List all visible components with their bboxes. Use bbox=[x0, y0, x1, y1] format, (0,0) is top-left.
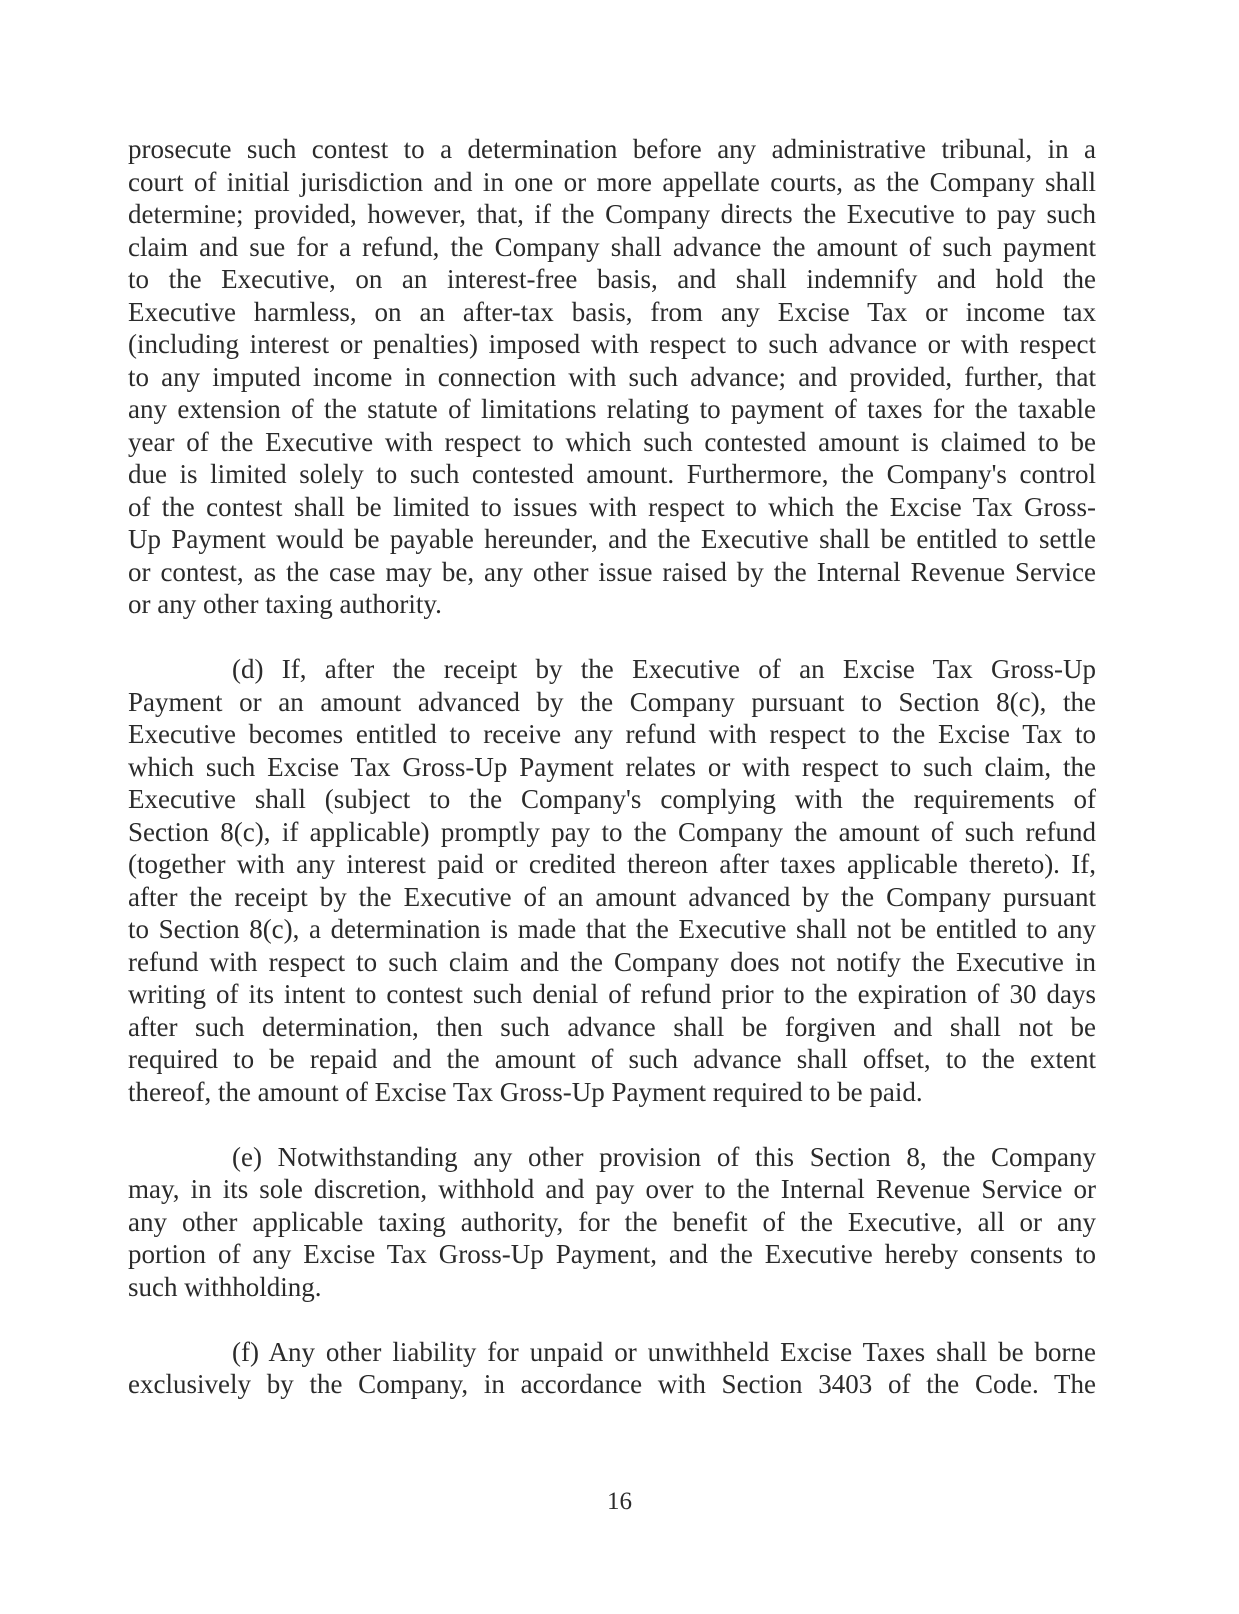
text-line: (d) If, after the receipt by the Executive of an Excise Tax Gross-Up bbox=[232, 654, 1096, 684]
text-line: determine; provided, however, that, if the Company directs the Executive to pay such bbox=[128, 199, 1096, 229]
text-line: Up Payment would be payable hereunder, and the Executive shall be entitled to settle bbox=[128, 524, 1096, 554]
page-number: 16 bbox=[607, 1488, 632, 1515]
text-line: any extension of the statute of limitations relating to payment of taxes for the taxable bbox=[128, 394, 1096, 424]
text-line: after the receipt by the Executive of an amount advanced by the Company pursuant bbox=[128, 881, 1096, 912]
text-line: portion of any Excise Tax Gross-Up Payment, and the Executive hereby consents to bbox=[128, 1239, 1096, 1269]
text-line: year of the Executive with respect to which such contested amount is claimed to be bbox=[128, 426, 1096, 457]
text-line: Executive becomes entitled to receive any refund with respect to the Excise Tax to bbox=[128, 719, 1096, 749]
text-line: to any imputed income in connection with such advance; and provided, further, that bbox=[128, 361, 1096, 392]
text-line: (e) Notwithstanding any other provision of this Section 8, the Company bbox=[232, 1141, 1096, 1172]
text-line: (f) Any other liability for unpaid or unwithheld Excise Taxes shall be borne bbox=[232, 1336, 1096, 1367]
text-line: after such determination, then such advance shall be forgiven and shall not be bbox=[128, 1011, 1096, 1042]
text-line: of the contest shall be limited to issues with respect to which the Excise Tax Gross- bbox=[128, 491, 1096, 522]
text-line: (including interest or penalties) imposed with respect to such advance or with respect bbox=[128, 329, 1096, 359]
text-line: exclusively by the Company, in accordance with Section 3403 of the Code. The bbox=[128, 1369, 1096, 1399]
text-line: to the Executive, on an interest-free basis, and shall indemnify and hold the bbox=[128, 264, 1096, 294]
text-line: any other applicable taxing authority, for the benefit of the Executive, all or any bbox=[128, 1206, 1096, 1237]
text-line: or contest, as the case may be, any other issue raised by the Internal Revenue Service bbox=[128, 556, 1096, 587]
paragraph-d bbox=[128, 653, 1096, 1108]
text-line: (together with any interest paid or credited thereon after taxes applicable thereto). If, bbox=[128, 849, 1096, 879]
paragraph-f bbox=[128, 1336, 1096, 1401]
text-line: refund with respect to such claim and the Company does not notify the Executive in bbox=[128, 946, 1096, 977]
text-line: court of initial jurisdiction and in one or more appellate courts, as the Company shall bbox=[128, 166, 1096, 197]
text-line: Executive harmless, on an after-tax basis, from any Excise Tax or income tax bbox=[128, 296, 1096, 327]
text-line: prosecute such contest to a determination before any administrative tribunal, in a bbox=[128, 134, 1096, 164]
text-line: or any other taxing authority. bbox=[128, 589, 442, 619]
text-line: due is limited solely to such contested amount. Furthermore, the Company's control bbox=[128, 459, 1096, 489]
text-line: Section 8(c), if applicable) promptly pay to the Company the amount of such refund bbox=[128, 816, 1096, 847]
text-line: writing of its intent to contest such denial of refund prior to the expiration of 30 days bbox=[128, 979, 1096, 1009]
text-line: which such Excise Tax Gross-Up Payment relates or with respect to such claim, the bbox=[128, 751, 1096, 782]
document-page bbox=[128, 133, 1096, 1433]
paragraph-e bbox=[128, 1141, 1096, 1304]
text-line: such withholding. bbox=[128, 1271, 322, 1302]
paragraph-c-cont bbox=[128, 133, 1096, 621]
text-line: required to be repaid and the amount of such advance shall offset, to the extent bbox=[128, 1044, 1096, 1074]
text-line: claim and sue for a refund, the Company shall advance the amount of such payment bbox=[128, 231, 1096, 262]
text-line: may, in its sole discretion, withhold and pay over to the Internal Revenue Service or bbox=[128, 1174, 1096, 1204]
text-line: Executive shall (subject to the Company's complying with the requirements of bbox=[128, 784, 1096, 814]
text-line: thereof, the amount of Excise Tax Gross-Up Payment required to be paid. bbox=[128, 1076, 923, 1107]
text-line: Payment or an amount advanced by the Company pursuant to Section 8(c), the bbox=[128, 686, 1096, 717]
text-line: to Section 8(c), a determination is made that the Executive shall not be entitled to any bbox=[128, 914, 1096, 944]
